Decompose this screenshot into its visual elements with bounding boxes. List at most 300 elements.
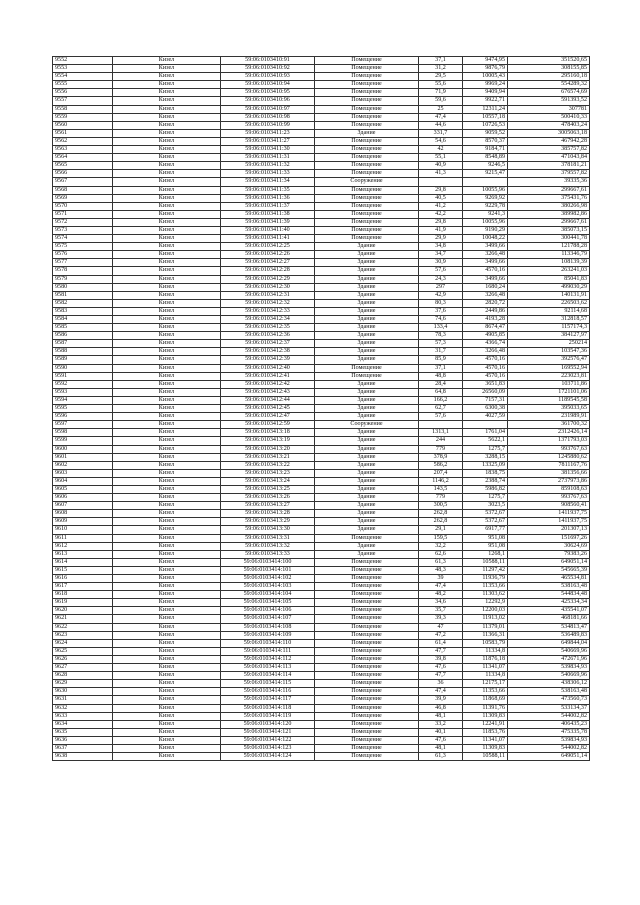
cadastral-value: 478403,24 (508, 121, 590, 129)
cadastral-value: 85041,83 (508, 275, 590, 283)
object-type: Здание (315, 316, 419, 324)
row-number: 9593 (53, 388, 113, 396)
city: Кизел (113, 267, 221, 275)
row-number: 9638 (53, 753, 113, 761)
object-type: Помещение (315, 607, 419, 615)
city: Кизел (113, 542, 221, 550)
area: 48,1 (419, 744, 463, 752)
cadastral-value: 250214 (508, 340, 590, 348)
object-type: Помещение (315, 744, 419, 752)
city: Кизел (113, 575, 221, 583)
specific-value: 5986,82 (463, 485, 508, 493)
city: Кизел (113, 550, 221, 558)
cadastral-value: 151697,26 (508, 534, 590, 542)
row-number: 9635 (53, 728, 113, 736)
specific-value: 8570,37 (463, 137, 508, 145)
city: Кизел (113, 599, 221, 607)
specific-value: 8674,47 (463, 324, 508, 332)
cadastral-value: 545665,39 (508, 566, 590, 574)
row-number: 9599 (53, 437, 113, 445)
area: 47,7 (419, 647, 463, 655)
cadastral-value: 467942,28 (508, 137, 590, 145)
city: Кизел (113, 170, 221, 178)
cadastral-number: 59:06:0103412:44 (221, 396, 315, 404)
row-number: 9634 (53, 720, 113, 728)
object-type: Помещение (315, 672, 419, 680)
cadastral-value: 544002,82 (508, 712, 590, 720)
cadastral-number: 59:06:0103410:91 (221, 57, 315, 65)
cadastral-number: 59:06:0103414:120 (221, 720, 315, 728)
object-type: Здание (315, 307, 419, 315)
cadastral-value: 3005063,18 (508, 129, 590, 137)
cadastral-value: 472671,96 (508, 655, 590, 663)
row-number: 9624 (53, 639, 113, 647)
specific-value: 6300,38 (463, 405, 508, 413)
row-number: 9590 (53, 364, 113, 372)
row-number: 9630 (53, 688, 113, 696)
row-number: 9600 (53, 445, 113, 453)
specific-value: 7157,31 (463, 396, 508, 404)
cadastral-number: 59:06:0103411:30 (221, 146, 315, 154)
object-type: Помещение (315, 615, 419, 623)
cadastral-number: 59:06:0103412:33 (221, 307, 315, 315)
table-row (53, 57, 590, 65)
specific-value: 3499,66 (463, 275, 508, 283)
city: Кизел (113, 97, 221, 105)
table-row (53, 421, 590, 429)
row-number: 9563 (53, 146, 113, 154)
city: Кизел (113, 647, 221, 655)
cadastral-value: 539834,93 (508, 664, 590, 672)
table-row (53, 307, 590, 315)
city: Кизел (113, 81, 221, 89)
row-number: 9556 (53, 89, 113, 97)
cadastral-value: 435541,07 (508, 607, 590, 615)
table-row (53, 81, 590, 89)
cadastral-value: 649051,14 (508, 753, 590, 761)
cadastral-number: 59:06:0103412:59 (221, 421, 315, 429)
table-row (53, 275, 590, 283)
city: Кизел (113, 655, 221, 663)
row-number: 9562 (53, 137, 113, 145)
object-type: Здание (315, 550, 419, 558)
specific-value: 11353,66 (463, 583, 508, 591)
city: Кизел (113, 380, 221, 388)
table-row (53, 655, 590, 663)
table-row (53, 728, 590, 736)
table-row (53, 202, 590, 210)
cadastral-value: 499030,29 (508, 283, 590, 291)
cadastral-value: 361700,32 (508, 421, 590, 429)
specific-value: 3499,66 (463, 259, 508, 267)
row-number: 9560 (53, 121, 113, 129)
area: 29,5 (419, 73, 463, 81)
table-row (53, 235, 590, 243)
object-type: Помещение (315, 194, 419, 202)
cadastral-value: 2312426,14 (508, 429, 590, 437)
table-row (53, 316, 590, 324)
cadastral-value: 385757,82 (508, 146, 590, 154)
object-type: Здание (315, 299, 419, 307)
area: 47,2 (419, 631, 463, 639)
object-type: Здание (315, 477, 419, 485)
row-number: 9621 (53, 615, 113, 623)
cadastral-number: 59:06:0103412:34 (221, 316, 315, 324)
table-row (53, 97, 590, 105)
object-type: Здание (315, 542, 419, 550)
table-row (53, 736, 590, 744)
cadastral-value: 308155,85 (508, 65, 590, 73)
city: Кизел (113, 639, 221, 647)
city: Кизел (113, 259, 221, 267)
row-number: 9577 (53, 259, 113, 267)
object-type: Помещение (315, 664, 419, 672)
area: 44,6 (419, 121, 463, 129)
area (419, 178, 463, 186)
city: Кизел (113, 672, 221, 680)
specific-value (463, 178, 508, 186)
cadastral-number: 59:06:0103413:32 (221, 542, 315, 550)
row-number: 9629 (53, 680, 113, 688)
table-row (53, 744, 590, 752)
city: Кизел (113, 113, 221, 121)
row-number: 9567 (53, 178, 113, 186)
cadastral-value: 544834,48 (508, 591, 590, 599)
specific-value: 3651,83 (463, 380, 508, 388)
specific-value: 4027,59 (463, 413, 508, 421)
cadastral-number: 59:06:0103413:21 (221, 453, 315, 461)
table-row (53, 251, 590, 259)
cadastral-value: 540669,96 (508, 672, 590, 680)
cadastral-value: 113346,79 (508, 251, 590, 259)
object-type: Помещение (315, 105, 419, 113)
area: 331,7 (419, 129, 463, 137)
city: Кизел (113, 316, 221, 324)
table-row (53, 405, 590, 413)
cadastral-number: 59:06:0103411:36 (221, 194, 315, 202)
cadastral-value: 30624,69 (508, 542, 590, 550)
cadastral-number: 59:06:0103413:18 (221, 429, 315, 437)
row-number: 9582 (53, 299, 113, 307)
object-type: Здание (315, 445, 419, 453)
area: 262,8 (419, 510, 463, 518)
object-type: Помещение (315, 121, 419, 129)
cadastral-value: 1411937,75 (508, 510, 590, 518)
area: 24,3 (419, 275, 463, 283)
row-number: 9608 (53, 510, 113, 518)
city: Кизел (113, 73, 221, 81)
table-row (53, 534, 590, 542)
cadastral-value: 1245880,62 (508, 453, 590, 461)
table-row (53, 324, 590, 332)
cadastral-number: 59:06:0103411:40 (221, 226, 315, 234)
city: Кизел (113, 57, 221, 65)
object-type: Помещение (315, 372, 419, 380)
city: Кизел (113, 129, 221, 137)
city: Кизел (113, 720, 221, 728)
cadastral-number: 59:06:0103414:101 (221, 566, 315, 574)
area: 300,5 (419, 502, 463, 510)
cadastral-value: 226503,62 (508, 299, 590, 307)
table-row (53, 510, 590, 518)
specific-value: 10588,11 (463, 558, 508, 566)
object-type: Помещение (315, 146, 419, 154)
object-type: Помещение (315, 57, 419, 65)
row-number: 9604 (53, 477, 113, 485)
row-number: 9588 (53, 348, 113, 356)
table-row (53, 372, 590, 380)
object-type: Здание (315, 129, 419, 137)
table-row (53, 469, 590, 477)
city: Кизел (113, 607, 221, 615)
cadastral-value: 108139,39 (508, 259, 590, 267)
city: Кизел (113, 696, 221, 704)
cadastral-value: 379557,82 (508, 170, 590, 178)
specific-value: 1680,24 (463, 283, 508, 291)
specific-value: 3266,48 (463, 348, 508, 356)
area: 34,6 (419, 599, 463, 607)
cadastral-number: 59:06:0103412:30 (221, 283, 315, 291)
object-type: Здание (315, 332, 419, 340)
specific-value: 12175,17 (463, 680, 508, 688)
specific-value: 11876,18 (463, 655, 508, 663)
specific-value: 11341,07 (463, 664, 508, 672)
cadastral-value: 1371793,03 (508, 437, 590, 445)
cadastral-number: 59:06:0103412:26 (221, 251, 315, 259)
cadastral-value: 554289,32 (508, 81, 590, 89)
city: Кизел (113, 243, 221, 251)
cadastral-value: 103711,86 (508, 380, 590, 388)
area: 47,4 (419, 688, 463, 696)
table-row (53, 437, 590, 445)
table-row (53, 566, 590, 574)
area: 47,6 (419, 736, 463, 744)
object-type: Помещение (315, 162, 419, 170)
table-row (53, 494, 590, 502)
area: 40,1 (419, 728, 463, 736)
row-number: 9585 (53, 324, 113, 332)
row-number: 9628 (53, 672, 113, 680)
row-number: 9565 (53, 162, 113, 170)
area: 71,9 (419, 89, 463, 97)
city: Кизел (113, 121, 221, 129)
cadastral-value: 438306,12 (508, 680, 590, 688)
city: Кизел (113, 437, 221, 445)
table-row (53, 623, 590, 631)
cadastral-number: 59:06:0103414:123 (221, 744, 315, 752)
city: Кизел (113, 218, 221, 226)
cadastral-number: 59:06:0103411:23 (221, 129, 315, 137)
specific-value: 9229,78 (463, 202, 508, 210)
area: 779 (419, 494, 463, 502)
cadastral-number: 59:06:0103414:114 (221, 672, 315, 680)
row-number: 9553 (53, 65, 113, 73)
city: Кизел (113, 566, 221, 574)
specific-value: 1838,75 (463, 469, 508, 477)
area: 48,3 (419, 566, 463, 574)
row-number: 9569 (53, 194, 113, 202)
cadastral-number: 59:06:0103410:93 (221, 73, 315, 81)
cadastral-number: 59:06:0103413:20 (221, 445, 315, 453)
row-number: 9564 (53, 154, 113, 162)
city: Кизел (113, 477, 221, 485)
object-type: Помещение (315, 655, 419, 663)
cadastral-value: 536489,83 (508, 631, 590, 639)
object-type: Помещение (315, 170, 419, 178)
cadastral-number: 59:06:0103414:107 (221, 615, 315, 623)
area: 166,2 (419, 396, 463, 404)
cadastral-number: 59:06:0103414:105 (221, 599, 315, 607)
row-number: 9611 (53, 534, 113, 542)
area: 34,8 (419, 243, 463, 251)
area: 78,3 (419, 332, 463, 340)
table-row (53, 688, 590, 696)
cadastral-number: 59:06:0103413:29 (221, 518, 315, 526)
table-row (53, 146, 590, 154)
row-number: 9598 (53, 429, 113, 437)
cadastral-number: 59:06:0103412:28 (221, 267, 315, 275)
object-type: Здание (315, 259, 419, 267)
row-number: 9623 (53, 631, 113, 639)
object-type: Помещение (315, 235, 419, 243)
object-type: Помещение (315, 647, 419, 655)
area: 29,1 (419, 526, 463, 534)
cadastral-value: 231989,91 (508, 413, 590, 421)
object-type: Здание (315, 356, 419, 364)
object-type: Помещение (315, 226, 419, 234)
table-row (53, 113, 590, 121)
city: Кизел (113, 372, 221, 380)
area: 36 (419, 680, 463, 688)
city: Кизел (113, 502, 221, 510)
area (419, 421, 463, 429)
object-type: Помещение (315, 218, 419, 226)
area: 47,4 (419, 583, 463, 591)
city: Кизел (113, 680, 221, 688)
cadastral-number: 59:06:0103414:110 (221, 639, 315, 647)
city: Кизел (113, 299, 221, 307)
table-row (53, 259, 590, 267)
area: 42,9 (419, 291, 463, 299)
table-row (53, 380, 590, 388)
cadastral-value: 169552,94 (508, 364, 590, 372)
object-type: Помещение (315, 566, 419, 574)
table-row (53, 121, 590, 129)
table-row (53, 753, 590, 761)
object-type: Помещение (315, 89, 419, 97)
specific-value: 10055,96 (463, 218, 508, 226)
row-number: 9583 (53, 307, 113, 315)
table-row (53, 445, 590, 453)
object-type: Здание (315, 413, 419, 421)
cadastral-number: 59:06:0103411:34 (221, 178, 315, 186)
area: 61,3 (419, 753, 463, 761)
row-number: 9595 (53, 405, 113, 413)
object-type: Помещение (315, 599, 419, 607)
specific-value: 5372,67 (463, 510, 508, 518)
cadastral-number: 59:06:0103412:36 (221, 332, 315, 340)
cadastral-value: 39335,36 (508, 178, 590, 186)
object-type: Помещение (315, 696, 419, 704)
cadastral-number: 59:06:0103412:37 (221, 340, 315, 348)
cadastral-number: 59:06:0103414:122 (221, 736, 315, 744)
cadastral-value: 676574,69 (508, 89, 590, 97)
specific-value: 1761,04 (463, 429, 508, 437)
table-row (53, 105, 590, 113)
row-number: 9558 (53, 105, 113, 113)
city: Кизел (113, 137, 221, 145)
row-number: 9625 (53, 647, 113, 655)
specific-value: 12241,91 (463, 720, 508, 728)
city: Кизел (113, 623, 221, 631)
table-row (53, 704, 590, 712)
area: 40,5 (419, 194, 463, 202)
area: 159,5 (419, 534, 463, 542)
specific-value: 9215,47 (463, 170, 508, 178)
table-row (53, 65, 590, 73)
area: 779 (419, 445, 463, 453)
row-number: 9572 (53, 218, 113, 226)
object-type: Здание (315, 283, 419, 291)
cadastral-value: 121788,28 (508, 243, 590, 251)
cadastral-number: 59:06:0103414:112 (221, 655, 315, 663)
cadastral-number: 59:06:0103414:119 (221, 712, 315, 720)
city: Кизел (113, 688, 221, 696)
specific-value: 11341,07 (463, 736, 508, 744)
object-type: Помещение (315, 688, 419, 696)
object-type: Здание (315, 429, 419, 437)
area: 133,4 (419, 324, 463, 332)
cadastral-value: 263241,03 (508, 267, 590, 275)
table-row (53, 154, 590, 162)
city: Кизел (113, 324, 221, 332)
specific-value: 9409,94 (463, 89, 508, 97)
object-type: Здание (315, 251, 419, 259)
cadastral-value: 538163,48 (508, 583, 590, 591)
city: Кизел (113, 469, 221, 477)
object-type: Здание (315, 494, 419, 502)
specific-value: 9969,24 (463, 81, 508, 89)
cadastral-value: 468181,66 (508, 615, 590, 623)
city: Кизел (113, 631, 221, 639)
cadastral-value: 1411937,75 (508, 518, 590, 526)
cadastral-number: 59:06:0103412:35 (221, 324, 315, 332)
table-row (53, 267, 590, 275)
cadastral-value: 534813,47 (508, 623, 590, 631)
row-number: 9555 (53, 81, 113, 89)
city: Кизел (113, 664, 221, 672)
row-number: 9566 (53, 170, 113, 178)
cadastral-number: 59:06:0103414:118 (221, 704, 315, 712)
city: Кизел (113, 534, 221, 542)
table-body (53, 57, 590, 761)
object-type: Здание (315, 526, 419, 534)
table-row (53, 364, 590, 372)
area: 1313,1 (419, 429, 463, 437)
area: 143,5 (419, 485, 463, 493)
object-type: Здание (315, 388, 419, 396)
row-number: 9589 (53, 356, 113, 364)
area: 41,2 (419, 202, 463, 210)
specific-value: 5622,1 (463, 437, 508, 445)
row-number: 9570 (53, 202, 113, 210)
row-number: 9578 (53, 267, 113, 275)
row-number: 9552 (53, 57, 113, 65)
specific-value: 3266,48 (463, 251, 508, 259)
cadastral-number: 59:06:0103414:121 (221, 728, 315, 736)
table-row (53, 664, 590, 672)
cadastral-number: 59:06:0103412:41 (221, 372, 315, 380)
